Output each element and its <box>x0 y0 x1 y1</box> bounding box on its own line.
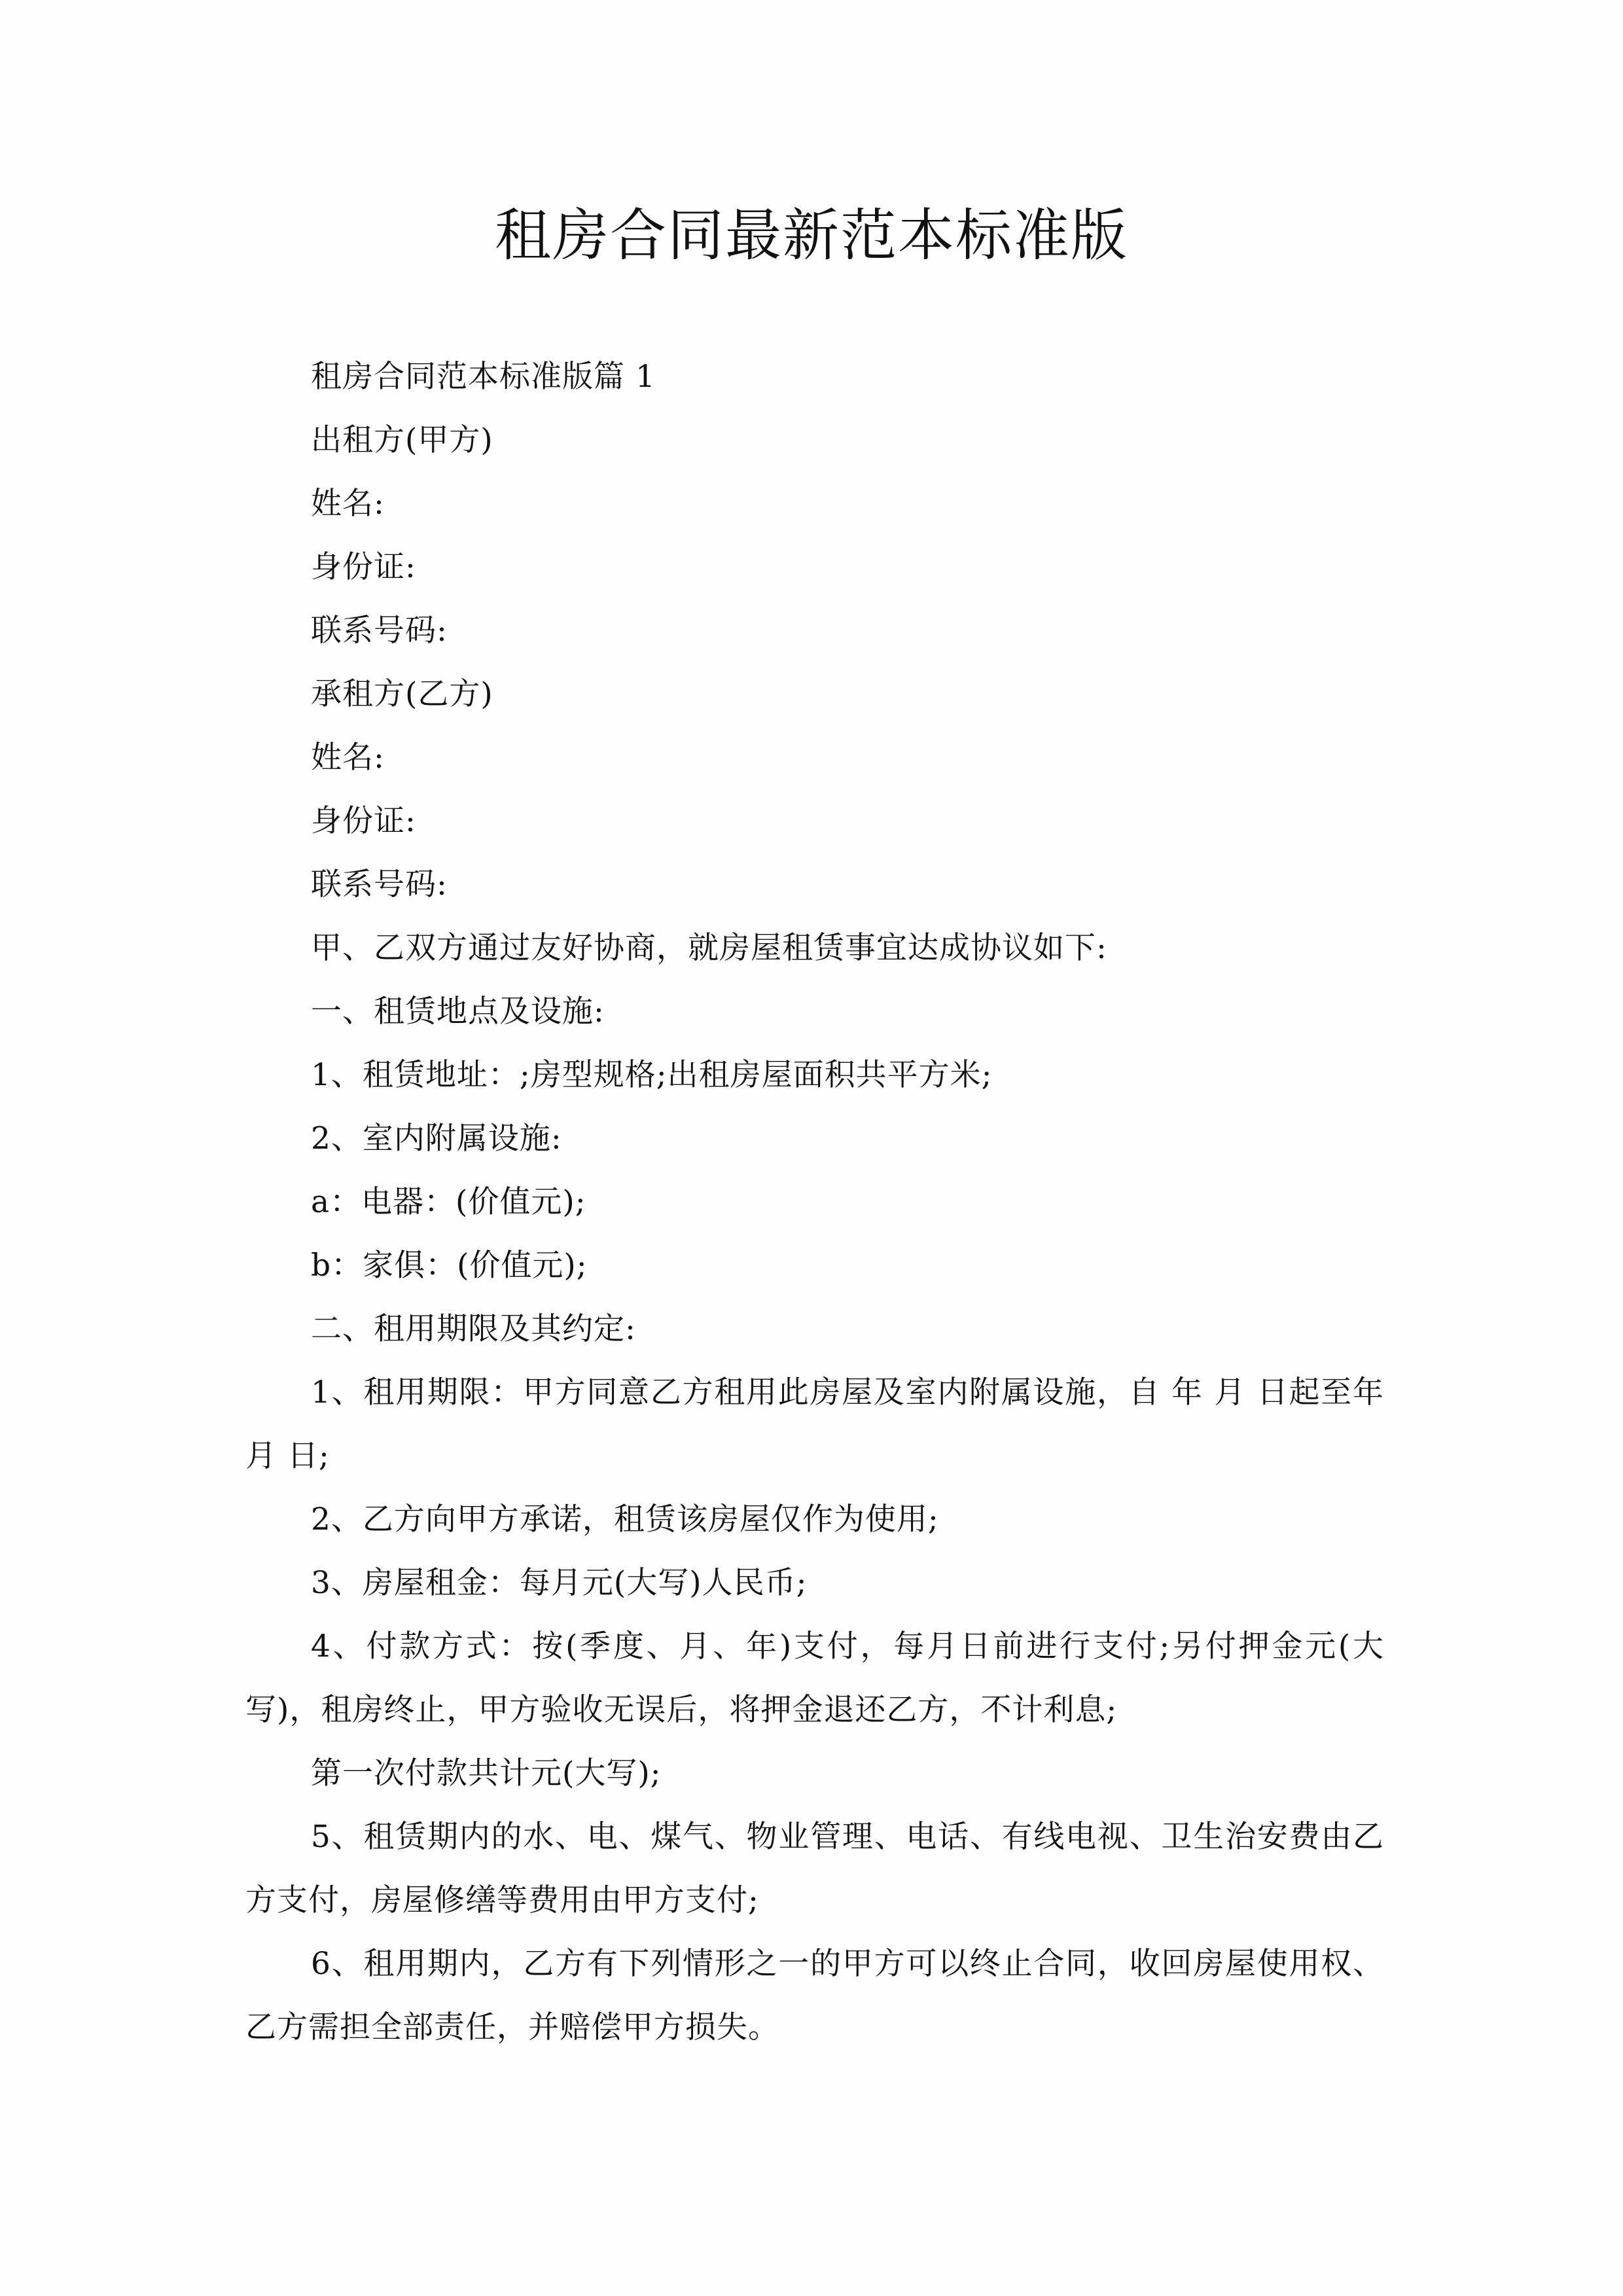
clause-2-2: 2、乙方向甲方承诺，租赁该房屋仅作为使用; <box>311 1501 939 1537</box>
clause-2-1: 1、租用期限：甲方同意乙方租用此房屋及室内附属设施，自 年 月 日起至年 月 日; <box>245 1374 1384 1474</box>
clause-2-4-first-payment: 第一次付款共计元(大写); <box>311 1755 662 1791</box>
party-a-name-field: 姓名: <box>311 486 385 522</box>
party-b-phone-field: 联系号码: <box>311 867 448 903</box>
clause-1-2-b: b：家俱：(价值元); <box>311 1247 588 1283</box>
clause-1-1: 1、租赁地址：;房型规格;出租房屋面积共平方米; <box>311 1057 993 1093</box>
party-b-label: 承租方(乙方) <box>311 676 493 712</box>
document-title: 租房合同最新范本标准版 <box>495 203 1128 268</box>
party-a-id-field: 身份证: <box>311 549 416 585</box>
document-body <box>245 345 1384 2059</box>
clause-heading-2: 二、租用期限及其约定: <box>311 1311 636 1347</box>
section-heading: 租房合同范本标准版篇 1 <box>311 359 656 395</box>
clause-2-3: 3、房屋租金：每月元(大写)人民币; <box>311 1565 808 1601</box>
party-b-name-field: 姓名: <box>311 740 385 776</box>
party-b-id-field: 身份证: <box>311 803 416 839</box>
clause-1-2: 2、室内附属设施: <box>311 1121 562 1157</box>
party-a-label: 出租方(甲方) <box>311 422 493 458</box>
party-a-phone-field: 联系号码: <box>311 613 448 649</box>
clause-2-5: 5、租赁期内的水、电、煤气、物业管理、电话、有线电视、卫生治安费由乙方支付，房屋修缮等费用由甲方支付; <box>245 1819 1384 1918</box>
clause-1-2-a: a：电器：(价值元); <box>311 1184 586 1220</box>
clause-2-4: 4、付款方式：按(季度、月、年)支付，每月日前进行支付;另付押金元(大写)，租房终止，甲方验收无误后，将押金退还乙方，不计利息; <box>245 1628 1384 1728</box>
clause-heading-1: 一、租赁地点及设施: <box>311 994 605 1030</box>
agreement-intro: 甲、乙双方通过友好协商，就房屋租赁事宜达成协议如下: <box>311 930 1107 966</box>
clause-2-6: 6、租用期内，乙方有下列情形之一的甲方可以终止合同，收回房屋使用权、乙方需担全部责任，并赔偿甲方损失。 <box>245 1946 1384 2045</box>
